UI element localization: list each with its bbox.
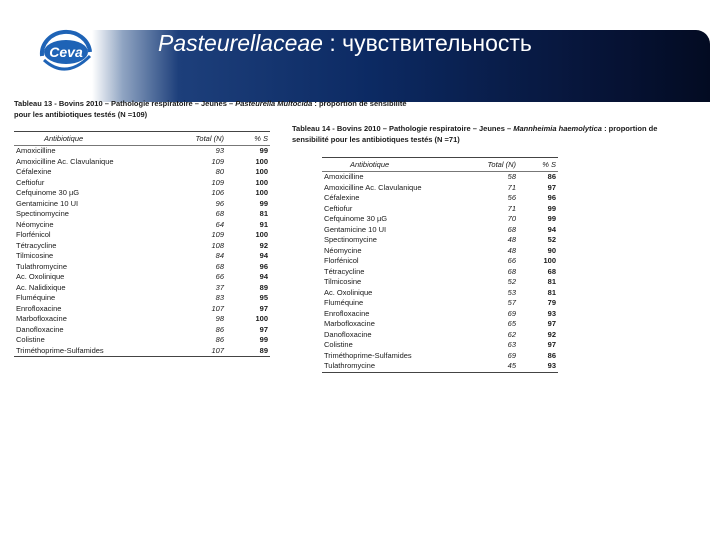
antibiotic-name: Amoxicilline Ac. Clavulanique [16, 156, 114, 166]
total-n: 68 [215, 209, 224, 218]
total-n: 58 [507, 172, 516, 181]
antibiotic-name: Cefquinome 30 µG [16, 188, 80, 197]
percent-s: 89 [259, 282, 268, 292]
table14 [322, 157, 558, 373]
total-n: 62 [507, 329, 516, 339]
percent-s: 81 [547, 287, 556, 297]
antibiotic-name: Tétracycline [16, 240, 57, 250]
percent-s: 97 [259, 324, 268, 334]
antibiotic-name: Fluméquine [324, 298, 364, 307]
table-row [322, 319, 558, 330]
antibiotic-name: Danofloxacine [16, 324, 64, 334]
table-row [322, 235, 558, 246]
antibiotic-name: Ac. Oxolinique [324, 287, 373, 297]
percent-s: 86 [547, 172, 556, 181]
table-row [322, 225, 558, 236]
table-row [322, 183, 558, 194]
antibiotic-name: Triméthoprime-Sulfamides [14, 346, 164, 357]
table13-header-total: Total (N) [164, 132, 226, 146]
antibiotic-name: Ceftiofur [16, 177, 45, 187]
percent-s: 94 [259, 251, 268, 260]
total-n: 83 [215, 293, 224, 302]
page-title [158, 30, 532, 57]
antibiotic-name: Colistine [16, 335, 45, 344]
table-row [14, 283, 270, 294]
percent-s: 91 [259, 219, 268, 229]
antibiotic-name: Ceftiofur [324, 203, 353, 213]
table-row [322, 204, 558, 215]
percent-s: 97 [547, 182, 556, 192]
antibiotic-name: Tilmicosine [324, 277, 362, 286]
total-n: 86 [215, 324, 224, 334]
table-row [14, 346, 270, 357]
title-rest: : чувствительность [322, 30, 532, 56]
antibiotic-name: Céfalexine [324, 193, 360, 202]
total-n: 57 [507, 298, 516, 307]
total-n: 109 [211, 230, 224, 239]
percent-s: 100 [255, 230, 268, 239]
antibiotic-name: Spectinomycine [16, 209, 69, 218]
antibiotic-name: Néomycine [16, 219, 54, 229]
antibiotic-name: Triméthoprime-Sulfamides [324, 350, 412, 360]
antibiotic-name: Tulathromycine [322, 361, 459, 372]
total-n: 64 [215, 219, 224, 229]
table13-caption: Tableau 13 - Bovins 2010 – Pathologie respiratoire – Jeunes – Pasteurella Multocida : proportion de sensibilité pour les antibiotiques testés (N =109) [14, 99, 407, 119]
table-row [14, 220, 270, 231]
total-n: 63 [507, 340, 516, 349]
antibiotic-name: Enrofloxacine [324, 308, 370, 318]
percent-s: 99 [259, 146, 268, 155]
total-n: 106 [211, 188, 224, 197]
ceva-logo [34, 22, 98, 80]
table-row [14, 209, 270, 220]
antibiotic-name: Marbofloxacine [16, 314, 67, 323]
antibiotic-name: Marbofloxacine [324, 319, 375, 328]
total-n: 68 [507, 224, 516, 234]
table-row [14, 272, 270, 283]
percent-s: 79 [547, 298, 556, 307]
antibiotic-name: Céfalexine [16, 167, 52, 176]
antibiotic-name: Danofloxacine [324, 329, 372, 339]
percent-s: 95 [259, 293, 268, 302]
percent-s: 96 [547, 193, 556, 202]
total-n: 70 [507, 214, 516, 223]
total-n: 86 [215, 335, 224, 344]
total-n: 37 [215, 282, 224, 292]
antibiotic-name: Amoxicilline Ac. Clavulanique [324, 182, 422, 192]
table-row [14, 199, 270, 210]
antibiotic-name: Amoxicilline [16, 146, 56, 155]
percent-s: 100 [255, 188, 268, 197]
percent-s: 92 [547, 329, 556, 339]
total-n: 66 [215, 272, 224, 281]
total-n: 109 [211, 156, 224, 166]
percent-s: 99 [547, 203, 556, 213]
table14-header-antibiotique: Antibiotique [322, 158, 459, 172]
percent-s: 86 [547, 350, 556, 360]
title-italic: Pasteurellaceae [158, 30, 323, 56]
table14-header-total: Total (N) [459, 158, 518, 172]
table-row [322, 330, 558, 341]
table-row [14, 293, 270, 304]
table-row [322, 214, 558, 225]
total-n: 45 [459, 361, 518, 372]
table-row [14, 335, 270, 346]
total-n: 71 [507, 182, 516, 192]
percent-s: 81 [547, 277, 556, 286]
table13-header-pct: % S [226, 132, 270, 146]
table-row [14, 188, 270, 199]
percent-s: 93 [547, 308, 556, 318]
table-row [14, 251, 270, 262]
antibiotic-name: Florfénicol [324, 256, 359, 265]
total-n: 107 [164, 346, 226, 357]
total-n: 109 [211, 177, 224, 187]
total-n: 84 [215, 251, 224, 260]
total-n: 52 [507, 277, 516, 286]
percent-s: 100 [255, 167, 268, 176]
table-row [322, 309, 558, 320]
total-n: 107 [211, 303, 224, 313]
antibiotic-name: Tulathromycine [16, 261, 67, 271]
table13 [14, 131, 270, 357]
table-row [322, 172, 558, 183]
total-n: 96 [215, 198, 224, 208]
percent-s: 99 [259, 335, 268, 344]
percent-s: 94 [259, 272, 268, 281]
logo-text: Ceva [49, 44, 83, 60]
antibiotic-name: Tétracycline [324, 266, 365, 276]
percent-s: 93 [518, 361, 558, 372]
percent-s: 52 [547, 235, 556, 244]
table-row [322, 298, 558, 309]
total-n: 56 [507, 193, 516, 202]
total-n: 48 [507, 235, 516, 244]
table-row [322, 267, 558, 278]
antibiotic-name: Ac. Oxolinique [16, 272, 65, 281]
percent-s: 89 [226, 346, 270, 357]
percent-s: 92 [259, 240, 268, 250]
percent-s: 96 [259, 261, 268, 271]
total-n: 68 [507, 266, 516, 276]
table-row [322, 256, 558, 267]
table-row [14, 178, 270, 189]
total-n: 80 [215, 167, 224, 176]
antibiotic-name: Gentamicine 10 UI [324, 224, 387, 234]
total-n: 48 [507, 245, 516, 255]
table-row [322, 288, 558, 299]
percent-s: 99 [547, 214, 556, 223]
table-row [14, 325, 270, 336]
total-n: 68 [215, 261, 224, 271]
antibiotic-name: Enrofloxacine [16, 303, 62, 313]
percent-s: 100 [543, 256, 556, 265]
antibiotic-name: Florfénicol [16, 230, 51, 239]
total-n: 53 [507, 287, 516, 297]
antibiotic-name: Gentamicine 10 UI [16, 198, 79, 208]
table14-block [292, 123, 657, 373]
total-n: 71 [507, 203, 516, 213]
percent-s: 97 [259, 303, 268, 313]
table-row [14, 314, 270, 325]
table-row [322, 277, 558, 288]
percent-s: 100 [255, 156, 268, 166]
table-row [322, 351, 558, 362]
total-n: 66 [507, 256, 516, 265]
total-n: 69 [507, 308, 516, 318]
table-row [14, 167, 270, 178]
percent-s: 81 [259, 209, 268, 218]
percent-s: 100 [255, 177, 268, 187]
antibiotic-name: Néomycine [324, 245, 362, 255]
antibiotic-name: Cefquinome 30 µG [324, 214, 388, 223]
total-n: 69 [507, 350, 516, 360]
antibiotic-name: Fluméquine [16, 293, 56, 302]
percent-s: 97 [547, 340, 556, 349]
percent-s: 97 [547, 319, 556, 328]
table14-caption: Tableau 14 - Bovins 2010 – Pathologie respiratoire – Jeunes – Mannheimia haemolytica : proportion de sensibilité pour les antibiotiques testés (N =71) [292, 124, 658, 144]
percent-s: 99 [259, 198, 268, 208]
total-n: 65 [507, 319, 516, 328]
table-row [322, 340, 558, 351]
percent-s: 68 [547, 266, 556, 276]
antibiotic-name: Tilmicosine [16, 251, 54, 260]
antibiotic-name: Spectinomycine [324, 235, 377, 244]
antibiotic-name: Ac. Nalidixique [16, 282, 66, 292]
percent-s: 94 [547, 224, 556, 234]
table14-header-pct: % S [518, 158, 558, 172]
table-row [14, 146, 270, 157]
table-row [14, 304, 270, 315]
table-row [322, 361, 558, 372]
table-row [14, 262, 270, 273]
table-row [14, 230, 270, 241]
total-n: 93 [215, 146, 224, 155]
antibiotic-name: Colistine [324, 340, 353, 349]
total-n: 98 [215, 314, 224, 323]
table13-header-antibiotique: Antibiotique [14, 132, 164, 146]
table-row [14, 241, 270, 252]
table-row [322, 246, 558, 257]
table-row [14, 157, 270, 168]
total-n: 108 [211, 240, 224, 250]
percent-s: 100 [255, 314, 268, 323]
percent-s: 90 [547, 245, 556, 255]
antibiotic-name: Amoxicilline [324, 172, 364, 181]
table-row [322, 193, 558, 204]
